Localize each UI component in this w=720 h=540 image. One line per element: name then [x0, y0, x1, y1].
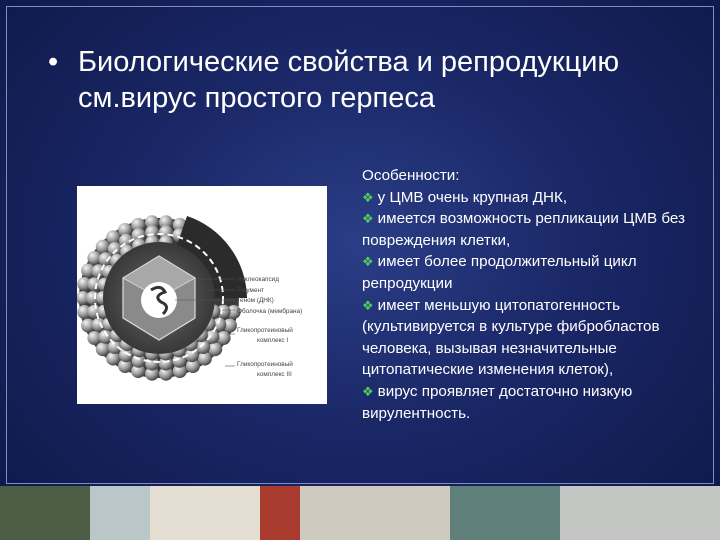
- label-genome: Геном (ДНК): [237, 297, 274, 304]
- feature-item: ❖ у ЦМВ очень крупная ДНК,: [362, 188, 568, 206]
- surface-sphere: [108, 242, 122, 256]
- label-glycoprotein-1b: комплекс I: [257, 337, 289, 344]
- diamond-bullet-icon: ❖: [362, 383, 374, 399]
- label-envelope: Оболочка (мембрана): [237, 308, 303, 315]
- label-glycoprotein-3b: комплекс III: [257, 371, 292, 378]
- feature-item: ❖ имеет более продолжительный цикл репродукции: [362, 253, 637, 292]
- feature-item: ❖ имеется возможность репликации ЦМВ без повреждения клетки,: [362, 210, 685, 249]
- feature-item: ❖ имеет меньшую цитопатогенность (культивируется в культуре фибробластов человека, вызывая незначительные цитопатические изменения клеток),: [362, 296, 660, 379]
- diamond-bullet-icon: ❖: [362, 189, 374, 205]
- surface-sphere: [208, 342, 222, 356]
- features-list: [362, 165, 702, 424]
- label-nucleocapsid: Нуклеокапсид: [237, 276, 279, 283]
- diamond-bullet-icon: ❖: [362, 211, 374, 227]
- label-tegument: Тегумент: [237, 287, 264, 294]
- diamond-bullet-icon: ❖: [362, 254, 374, 270]
- label-glycoprotein-3a: Гликопротеиновый: [237, 361, 293, 368]
- diamond-bullet-icon: ❖: [362, 297, 374, 313]
- surface-sphere: [96, 342, 110, 356]
- title-bullet: •: [48, 46, 59, 78]
- virus-illustration: [77, 186, 327, 404]
- surface-sphere: [196, 340, 210, 354]
- virus-diagram: [77, 186, 327, 404]
- decorative-photo-strip: [0, 486, 720, 540]
- label-glycoprotein-1a: Гликопротеиновый: [237, 327, 293, 334]
- surface-sphere: [96, 240, 110, 254]
- features-heading: Особенности:: [362, 167, 460, 184]
- title-text: Биологические свойства и репродукцию см.вирус простого герпеса: [78, 46, 620, 114]
- feature-item: ❖ вирус проявляет достаточно низкую вирулентность.: [362, 382, 633, 422]
